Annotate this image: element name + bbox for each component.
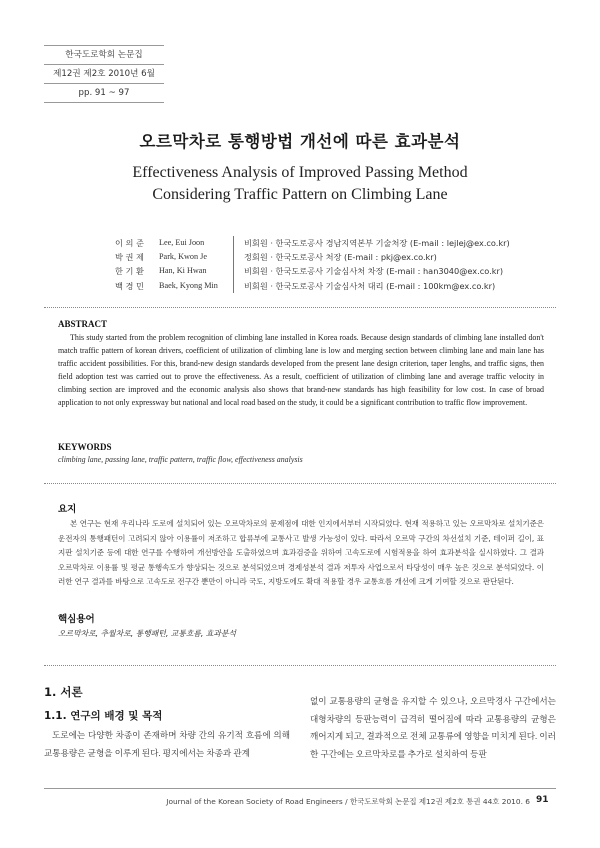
keywords-heading: KEYWORDS: [58, 442, 112, 452]
yoji-heading: 요지: [58, 504, 77, 515]
footer-citation: Journal of the Korean Society of Road Engineers / 한국도로학회 논문집 제12권 제2호 통권 44호 2010. 6: [166, 797, 530, 806]
author-affiliation: 비회원 · 한국도로공사 경남지역본부 기술처장 (E-mail : lejlej@ex.co.kr): [244, 238, 510, 248]
keywords-text: climbing lane, passing lane, traffic pattern, traffic flow, effectiveness analysis: [58, 455, 303, 464]
body-column-right: 없이 교통용량의 균형을 유지할 수 있으나, 오르막경사 구간에서는 대형차량의 등판능력이 급격히 떨어짐에 따라 교통용량의 균형은 깨어지게 되고, 결과적으로 전체 교통류에 영향을 미치게 된다. 이러한 구간에는 오르막차로를 추가로 설치하여 등판: [310, 696, 556, 759]
author-affiliation: 정회원 · 한국도로공사 처장 (E-mail : pkj@ex.co.kr): [244, 252, 437, 263]
journal-pages: pp. 91 ~ 97: [44, 84, 164, 103]
author-row: [115, 264, 510, 278]
keywords-ko-text: 오르막차로, 추월차로, 통행패턴, 교통흐름, 효과분석: [58, 629, 236, 638]
author-korean-name: 박 권 제: [115, 252, 144, 263]
author-affiliation: 비회원 · 한국도로공사 기술심사처 차장 (E-mail : han3040@ex.co.kr): [244, 266, 504, 277]
subsection-title: 1.1. 연구의 배경 및 목적: [44, 710, 163, 722]
footer-rule: [44, 788, 556, 789]
author-korean-name: 백 경 민: [115, 280, 144, 291]
divider: [44, 483, 556, 484]
abstract-heading: ABSTRACT: [58, 319, 108, 329]
yoji-text: 본 연구는 현재 우리나라 도로에 설치되어 있는 오르막차로의 문제점에 대한 인지에서부터 시작되었다. 현재 적용하고 있는 오르막차로 설치기준은 운전자의 통행패턴이 고려되지 않아 이용률이 저조하고 합류부에 교통사고 발생 가능성이 있다. 따라서 오르막 구간의 차선설치 기준, 테이퍼 길이, 표지판 설치기준 등에 대한 연구를 수행하여 개선방안을 도출하였으며 효과검증을 위하여 고속도로에 시험적용을 하여 효과분석을 실시하였다. 그 결과 오르막차로 이용률 및 평균 통행속도가 향상되는 것으로 분석되었으며 경제성분석 결과 저투자 사업으로서 타당성이 매우 높은 것으로 분석되었다. 이러한 연구 결과를 바탕으로 고속도로 전구간 뿐만이 아니라 국도, 지방도에도 확대 적용할 경우 교통흐름 개선에 크게 기여할 것으로 판단된다.: [58, 519, 544, 587]
title-english: [0, 162, 600, 206]
title-english-line2: Considering Traffic Pattern on Climbing Lane: [152, 186, 448, 203]
page-number: 91: [536, 795, 549, 805]
title-korean: 오르막차로 통행방법 개선에 따른 효과분석: [139, 132, 461, 151]
journal-name: 한국도로학회 논문집: [44, 46, 164, 65]
author-english-name: Park, Kwon Je: [159, 250, 234, 264]
abstract-text: This study started from the problem recognition of climbing lane installed in Korea roads. Because design standards of climbing lane installed don't match traffic pattern of korean drivers, coefficient of utilization of climbing lane is low and merging section between climbing lane and main lane has traffic accident possibilities. For this, brand-new design standards developed from the present lane design criterion, taper lenghs, and traffic signs, then field adoption test was carried out to prove the effectiveness. As a result, coefficient of utilization of climbing lane and average traffic velocity in climbing section are improved and the economic analysis also shows that brand-new standards has high feasibility for low cost. In case of broad application to not only expressway but national and local road based on the study, it could be a significant contribution to traffic flow improvement.: [58, 333, 544, 407]
author-affiliation: 비회원 · 한국도로공사 기술심사처 대리 (E-mail : 100km@ex.co.kr): [244, 280, 496, 291]
author-korean-name: 이 의 준: [115, 238, 144, 248]
journal-info-box: [44, 45, 164, 103]
author-row: [115, 250, 510, 264]
journal-issue: 제12권 제2호 2010년 6월: [44, 65, 164, 84]
body-column-left: 도로에는 다양한 차종이 존재하며 차량 간의 유기적 흐름에 의해 교통용량은 균형을 이루게 된다. 평지에서는 차종과 관계: [44, 730, 290, 758]
divider: [44, 665, 556, 666]
section-title: 1. 서론: [44, 685, 83, 699]
author-row: [115, 236, 510, 250]
author-list: [115, 236, 510, 293]
author-english-name: Baek, Kyong Min: [159, 279, 234, 293]
author-english-name: Lee, Eui Joon: [159, 236, 234, 250]
author-row: [115, 279, 510, 293]
divider: [44, 307, 556, 308]
title-english-line1: Effectiveness Analysis of Improved Passing Method: [132, 164, 468, 181]
author-korean-name: 한 기 환: [115, 266, 144, 277]
author-english-name: Han, Ki Hwan: [159, 264, 234, 278]
keywords-ko-heading: 핵심용어: [58, 614, 95, 625]
